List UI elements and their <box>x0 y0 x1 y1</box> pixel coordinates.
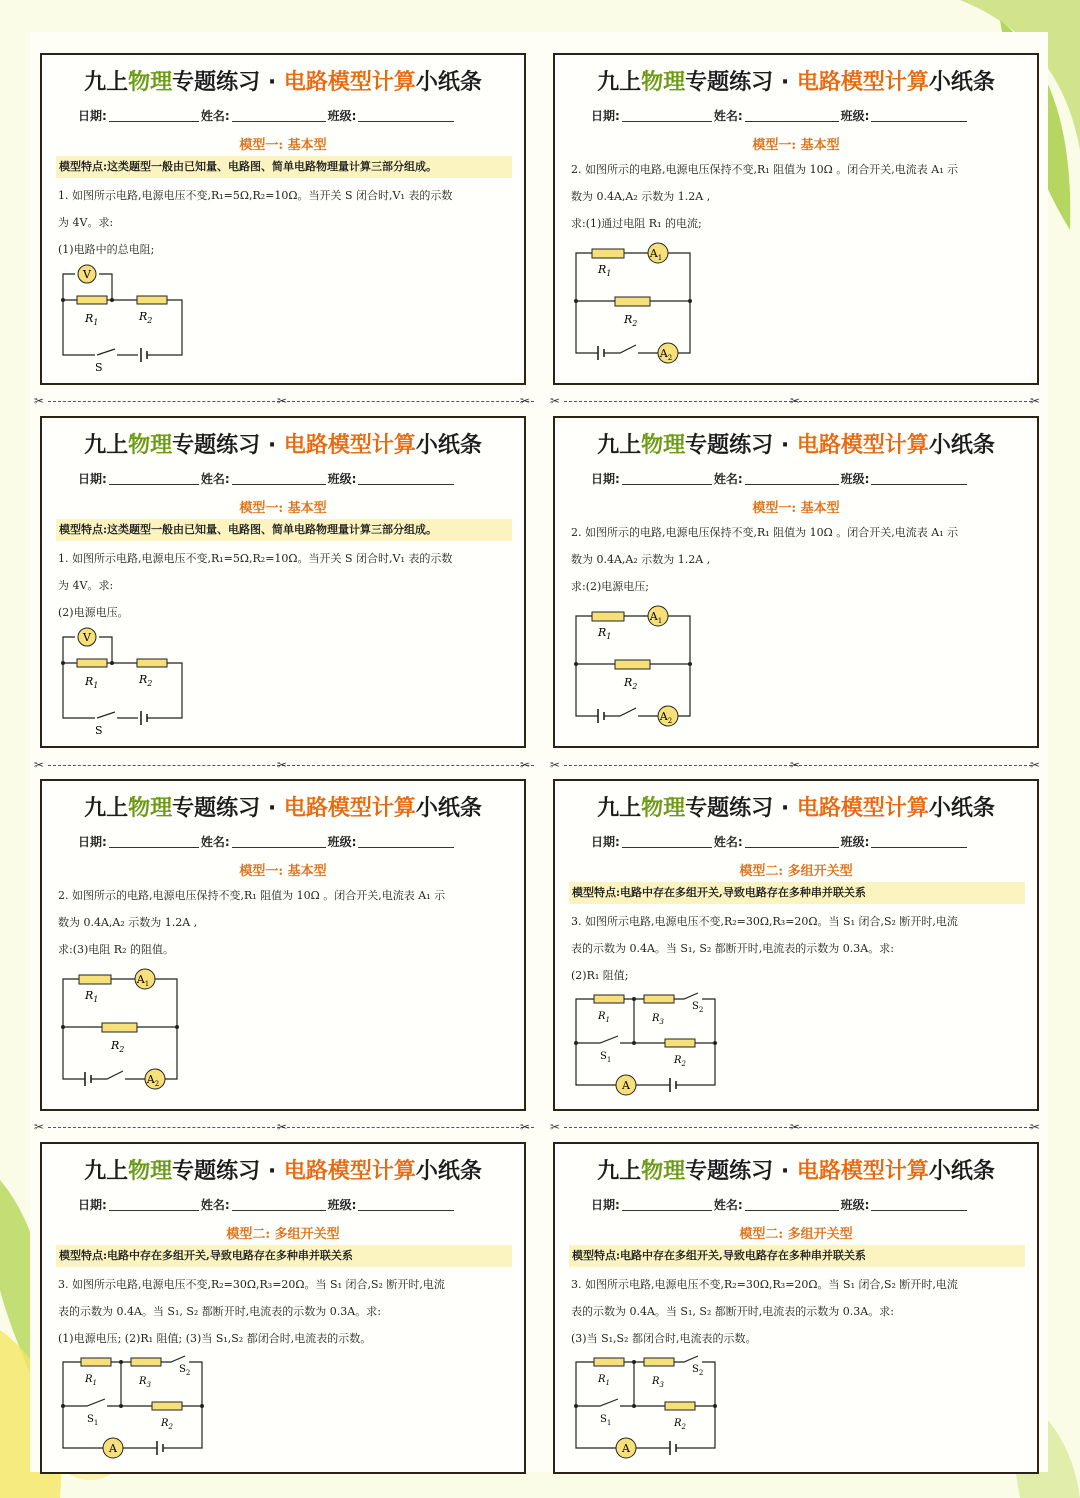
svg-text:A1: $A_1$ <box>649 247 663 262</box>
name-field[interactable] <box>745 473 839 485</box>
circuit-diagram-switches <box>570 989 730 1099</box>
card-title: 九上物理专题练习 · 电路模型计算小纸条 <box>597 1159 995 1184</box>
svg-text:R1: $R_1$ <box>598 1011 610 1024</box>
model-feature: 模型特点:电路中存在多组开关,导致电路存在多种串并联关系 <box>569 882 1025 904</box>
model-heading: 模型一: 基本型 <box>239 138 327 153</box>
date-field[interactable] <box>622 1199 712 1211</box>
sub-question: 求:(2)电源电压; <box>571 580 649 593</box>
date-field[interactable] <box>622 110 712 122</box>
class-field[interactable] <box>871 1199 967 1211</box>
card-q1-part1 <box>40 53 526 385</box>
name-field[interactable] <box>745 836 839 848</box>
date-field[interactable] <box>109 473 199 485</box>
svg-text:S1: $S_1$ <box>600 1051 612 1064</box>
question-line: 为 4V。求: <box>58 579 114 592</box>
question-line: 数为 0.4A,A₂ 示数为 1.2A , <box>58 916 198 929</box>
svg-text:A2: $A_2$ <box>659 347 673 362</box>
question-line: 1. 如图所示电路,电源电压不变,R₁=5Ω,R₂=10Ω。当开关 S 闭合时,V₁ 表的示数 <box>58 189 453 202</box>
cut-line <box>34 758 1044 772</box>
cut-line <box>34 1120 1044 1134</box>
scissors-icon: ✂ <box>550 1120 561 1134</box>
card-title: 九上物理专题练习 · 电路模型计算小纸条 <box>597 70 995 95</box>
card-q3-part3 <box>553 1142 1039 1474</box>
info-form: 日期: 姓名: 班级: <box>78 833 456 850</box>
circuit-diagram-parallel <box>570 237 700 372</box>
card-q2-part2 <box>553 416 1039 748</box>
card-q2-part3 <box>40 779 526 1111</box>
question-line: 2. 如图所示的电路,电源电压保持不变,R₁ 阻值为 10Ω 。闭合开关,电流表 A₁ 示 <box>571 163 959 176</box>
scissors-icon: ✂ <box>790 394 801 408</box>
class-field[interactable] <box>358 110 454 122</box>
model-feature: 模型特点:电路中存在多组开关,导致电路存在多种串并联关系 <box>569 1245 1025 1267</box>
scissors-icon: ✂ <box>520 1120 531 1134</box>
circuit-diagram-series <box>57 623 217 738</box>
svg-text:S: S <box>95 361 103 374</box>
circuit-diagram-switches <box>57 1352 217 1462</box>
question-line: 1. 如图所示电路,电源电压不变,R₁=5Ω,R₂=10Ω。当开关 S 闭合时,V₁ 表的示数 <box>58 552 453 565</box>
date-field[interactable] <box>109 1199 199 1211</box>
card-q3-all <box>40 1142 526 1474</box>
sub-question: (2)电源电压。 <box>58 606 129 619</box>
svg-text:R2: $R_2$ <box>674 1055 686 1068</box>
circuit-diagram-parallel <box>57 963 187 1098</box>
svg-text:S2: $S_2$ <box>179 1364 191 1377</box>
svg-text:R1: $R_1$ <box>598 263 612 278</box>
scissors-icon: ✂ <box>550 758 561 772</box>
model-feature: 模型特点:电路中存在多组开关,导致电路存在多种串并联关系 <box>56 1245 512 1267</box>
card-q3-part2 <box>553 779 1039 1111</box>
model-heading: 模型一: 基本型 <box>752 138 840 153</box>
question-line: 2. 如图所示的电路,电源电压保持不变,R₁ 阻值为 10Ω 。闭合开关,电流表 A₁ 示 <box>58 889 446 902</box>
card-q1-part2 <box>40 416 526 748</box>
svg-text:R1: $R_1$ <box>85 1374 97 1387</box>
name-field[interactable] <box>232 473 326 485</box>
svg-text:R1: $R_1$ <box>85 989 99 1004</box>
svg-text:R2: $R_2$ <box>161 1418 173 1431</box>
svg-text:A: A <box>109 1442 117 1455</box>
svg-text:R1: $R_1$ <box>598 1374 610 1387</box>
question-line: 表的示数为 0.4A。当 S₁, S₂ 都断开时,电流表的示数为 0.3A。求: <box>571 942 894 955</box>
circuit-diagram-switches <box>570 1352 730 1462</box>
svg-text:S1: $S_1$ <box>87 1414 99 1427</box>
svg-text:S2: $S_2$ <box>692 1001 704 1014</box>
scissors-icon: ✂ <box>34 394 45 408</box>
svg-text:R3: $R_3$ <box>652 1376 664 1389</box>
svg-text:R2: $R_2$ <box>674 1418 686 1431</box>
circuit-diagram-series <box>57 260 217 375</box>
card-title: 九上物理专题练习 · 电路模型计算小纸条 <box>84 1159 482 1184</box>
svg-text:R2: $R_2$ <box>111 1039 125 1054</box>
scissors-icon: ✂ <box>1030 394 1041 408</box>
sub-question: 求:(3)电阻 R₂ 的阻值。 <box>58 943 174 956</box>
scissors-icon: ✂ <box>277 394 288 408</box>
svg-text:A1: $A_1$ <box>649 610 663 625</box>
class-field[interactable] <box>871 110 967 122</box>
card-title: 九上物理专题练习 · 电路模型计算小纸条 <box>84 433 482 458</box>
svg-text:R2: $R_2$ <box>139 673 153 688</box>
scissors-icon: ✂ <box>790 758 801 772</box>
svg-text:A: A <box>622 1442 630 1455</box>
svg-text:A1: $A_1$ <box>136 973 150 988</box>
date-field[interactable] <box>109 110 199 122</box>
model-feature: 模型特点:这类题型一般由已知量、电路图、简单电路物理量计算三部分组成。 <box>56 156 512 178</box>
svg-text:S2: $S_2$ <box>692 1364 704 1377</box>
svg-text:S: S <box>95 724 103 737</box>
svg-text:S1: $S_1$ <box>600 1414 612 1427</box>
sub-question: (1)电路中的总电阻; <box>58 243 155 256</box>
svg-text:R1: $R_1$ <box>598 626 612 641</box>
scissors-icon: ✂ <box>277 1120 288 1134</box>
info-form: 日期: 姓名: 班级: <box>591 470 969 487</box>
card-title: 九上物理专题练习 · 电路模型计算小纸条 <box>597 433 995 458</box>
svg-text:R2: $R_2$ <box>624 676 638 691</box>
info-form: 日期: 姓名: 班级: <box>591 833 969 850</box>
class-field[interactable] <box>871 473 967 485</box>
model-feature: 模型特点:这类题型一般由已知量、电路图、简单电路物理量计算三部分组成。 <box>56 519 512 541</box>
scissors-icon: ✂ <box>277 758 288 772</box>
question-line: 数为 0.4A,A₂ 示数为 1.2A , <box>571 190 711 203</box>
model-heading: 模型二: 多组开关型 <box>739 864 853 879</box>
model-heading: 模型一: 基本型 <box>239 501 327 516</box>
card-title: 九上物理专题练习 · 电路模型计算小纸条 <box>597 796 995 821</box>
scissors-icon: ✂ <box>34 1120 45 1134</box>
scissors-icon: ✂ <box>1030 1120 1041 1134</box>
question-line: 2. 如图所示的电路,电源电压保持不变,R₁ 阻值为 10Ω 。闭合开关,电流表 A₁ 示 <box>571 526 959 539</box>
class-field[interactable] <box>358 473 454 485</box>
class-field[interactable] <box>358 836 454 848</box>
question-line: 为 4V。求: <box>58 216 114 229</box>
svg-text:A2: $A_2$ <box>146 1073 160 1088</box>
sub-question: 求:(1)通过电阻 R₁ 的电流; <box>571 217 702 230</box>
scissors-icon: ✂ <box>1030 758 1041 772</box>
svg-text:R1: $R_1$ <box>85 312 99 327</box>
card-title: 九上物理专题练习 · 电路模型计算小纸条 <box>84 70 482 95</box>
model-heading: 模型一: 基本型 <box>752 501 840 516</box>
cut-line <box>34 394 1044 408</box>
voltmeter-label: V <box>83 268 91 281</box>
scissors-icon: ✂ <box>550 394 561 408</box>
info-form: 日期: 姓名: 班级: <box>78 470 456 487</box>
info-form: 日期: 姓名: 班级: <box>78 107 456 124</box>
question-line: 表的示数为 0.4A。当 S₁, S₂ 都断开时,电流表的示数为 0.3A。求: <box>571 1305 894 1318</box>
name-field[interactable] <box>232 1199 326 1211</box>
scissors-icon: ✂ <box>520 758 531 772</box>
class-field[interactable] <box>358 1199 454 1211</box>
model-heading: 模型二: 多组开关型 <box>226 1227 340 1242</box>
info-form: 日期: 姓名: 班级: <box>591 107 969 124</box>
circuit-diagram-parallel <box>570 600 700 735</box>
sub-question: (3)当 S₁,S₂ 都闭合时,电流表的示数。 <box>571 1332 757 1345</box>
svg-text:R3: $R_3$ <box>139 1376 151 1389</box>
question-line: 3. 如图所示电路,电源电压不变,R₂=30Ω,R₃=20Ω。当 S₁ 闭合,S₂ 断开时,电流 <box>571 1278 958 1291</box>
name-field[interactable] <box>745 110 839 122</box>
date-field[interactable] <box>622 473 712 485</box>
model-heading: 模型二: 多组开关型 <box>739 1227 853 1242</box>
sub-question: (1)电源电压; (2)R₁ 阻值; (3)当 S₁,S₂ 都闭合时,电流表的示数。 <box>58 1332 372 1345</box>
svg-text:R1: $R_1$ <box>85 675 99 690</box>
card-title: 九上物理专题练习 · 电路模型计算小纸条 <box>84 796 482 821</box>
svg-text:R2: $R_2$ <box>624 313 638 328</box>
info-form: 日期: 姓名: 班级: <box>591 1196 969 1213</box>
model-heading: 模型一: 基本型 <box>239 864 327 879</box>
sub-question: (2)R₁ 阻值; <box>571 969 629 982</box>
name-field[interactable] <box>232 836 326 848</box>
svg-text:A2: $A_2$ <box>659 710 673 725</box>
svg-text:R2: $R_2$ <box>139 310 153 325</box>
question-line: 3. 如图所示电路,电源电压不变,R₂=30Ω,R₃=20Ω。当 S₁ 闭合,S₂ 断开时,电流 <box>571 915 958 928</box>
date-field[interactable] <box>109 836 199 848</box>
svg-text:A: A <box>622 1079 630 1092</box>
question-line: 3. 如图所示电路,电源电压不变,R₂=30Ω,R₃=20Ω。当 S₁ 闭合,S₂ 断开时,电流 <box>58 1278 445 1291</box>
svg-text:R3: $R_3$ <box>652 1013 664 1026</box>
name-field[interactable] <box>745 1199 839 1211</box>
info-form: 日期: 姓名: 班级: <box>78 1196 456 1213</box>
name-field[interactable] <box>232 110 326 122</box>
scissors-icon: ✂ <box>790 1120 801 1134</box>
scissors-icon: ✂ <box>520 394 531 408</box>
scissors-icon: ✂ <box>34 758 45 772</box>
class-field[interactable] <box>871 836 967 848</box>
question-line: 数为 0.4A,A₂ 示数为 1.2A , <box>571 553 711 566</box>
question-line: 表的示数为 0.4A。当 S₁, S₂ 都断开时,电流表的示数为 0.3A。求: <box>58 1305 381 1318</box>
svg-text:V: V <box>83 631 91 644</box>
card-q2-part1 <box>553 53 1039 385</box>
date-field[interactable] <box>622 836 712 848</box>
